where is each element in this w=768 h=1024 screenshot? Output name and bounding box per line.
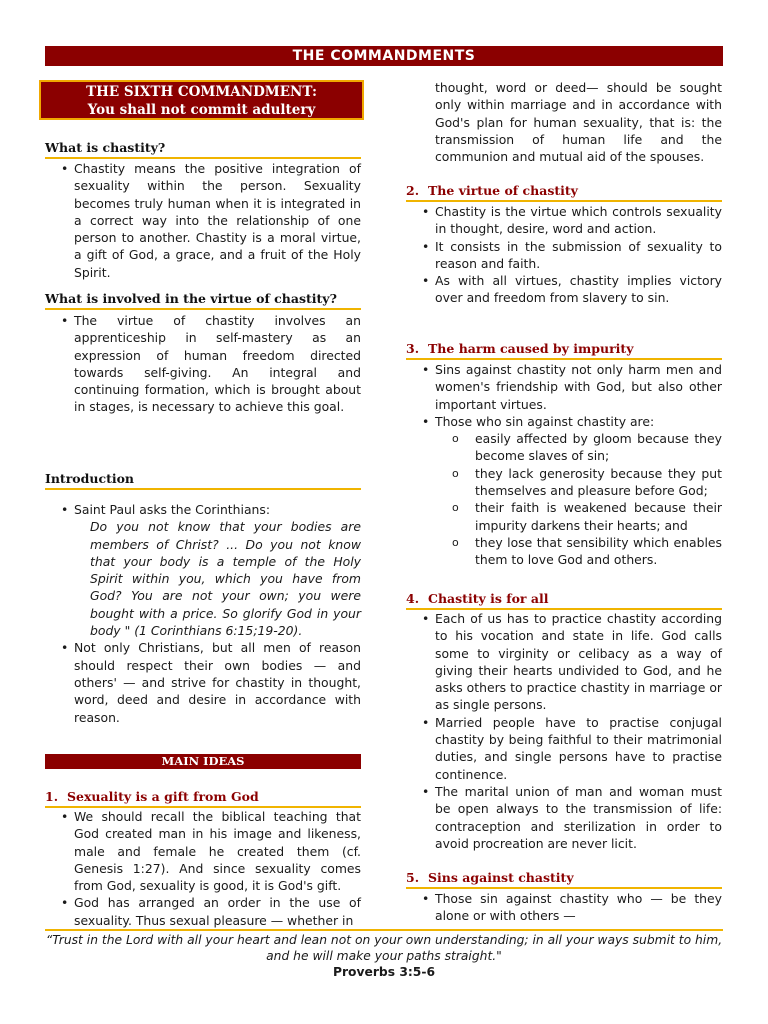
list-item: • The virtue of chastity involves an apprenticeship in self-mastery as an expression of human freedom directed towards self-giving. An integral and continuing formation, which is brought about in stages, is necessary to achieve this goal.: [45, 312, 361, 416]
commandment-number: THE SIXTH COMMANDMENT:: [86, 84, 317, 100]
list-item: • Chastity is the virtue which controls sexuality in thought, desire, word and action.: [406, 203, 722, 238]
list-item: • Those who sin against chastity are:: [406, 413, 722, 430]
bible-quote: Do you not know that your bodies are members of Christ? ... Do you not know that your body is a temple of the Holy Spirit within you, which you have from God? You are not your own; you were bought with a price. So glorify God in your body " (1 Corinthians 6:15;19-20).: [90, 519, 361, 639]
list-item: • Chastity means the positive integration of sexuality within the person. Sexuality becomes truly human when it is integrated in a correct way into the relationship of one person to another. Chastity is a moral virtue, a gift of God, a grace, and a fruit of the Holy Spirit.: [45, 160, 361, 281]
list-item: • The marital union of man and woman must be open always to the transmission of life: contraception and sterilization in order to avoid procreation are never licit.: [406, 783, 722, 852]
list-item: • God has arranged an order in the use of sexuality. Thus sexual pleasure — whether in: [45, 894, 361, 929]
section-title: Sexuality is a gift from God: [67, 789, 259, 804]
list-item: • Sins against chastity not only harm men and women's friendship with God, but also other important virtues.: [406, 361, 722, 413]
section-number: 4.: [406, 591, 420, 606]
list-item: • Not only Christians, but all men of reason should respect their own bodies — and others' — and strive for chastity in thought, word, deed and desire in accordance with reason.: [45, 639, 361, 725]
sub-list-item: o they lack generosity because they put themselves and pleasure before God;: [406, 465, 722, 500]
section-number: 3.: [406, 341, 420, 356]
what-is-chastity-list: [45, 160, 361, 281]
main-ideas-label: MAIN IDEAS: [45, 754, 361, 769]
heading-section-5: [406, 870, 722, 889]
heading-section-4: [406, 591, 722, 610]
section-4-list: [406, 610, 722, 852]
heading-introduction: Introduction: [45, 471, 361, 490]
commandment-title-box: [39, 80, 364, 120]
introduction-list: [45, 501, 361, 726]
section-1-list: [45, 808, 361, 929]
section-title: The harm caused by impurity: [428, 341, 634, 356]
list-item: • Each of us has to practice chastity according to his vocation and state in life. God calls some to virginity or celibacy as a way of giving their hearts undivided to God, and he asks others to practice chastity in marriage or as single persons.: [406, 610, 722, 714]
sub-list-item: o easily affected by gloom because they become slaves of sin;: [406, 430, 722, 465]
sub-list-item: o their faith is weakened because their impurity darkens their hearts; and: [406, 499, 722, 534]
heading-what-is-chastity: What is chastity?: [45, 140, 361, 159]
section-2-list: [406, 203, 722, 307]
section-number: 1.: [45, 789, 59, 804]
commandment-text: You shall not commit adultery: [87, 102, 316, 118]
section-title: Chastity is for all: [428, 591, 549, 606]
heading-section-1: [45, 789, 361, 808]
list-item: • Married people have to practise conjugal chastity by being faithful to their matrimonial duties, and single persons have to practise continence.: [406, 714, 722, 783]
section-3-list: [406, 361, 722, 569]
footer-reference: Proverbs 3:5-6: [332, 965, 436, 979]
section-number: 2.: [406, 183, 420, 198]
heading-section-2: [406, 183, 722, 202]
heading-section-3: [406, 341, 722, 360]
list-item: • Saint Paul asks the Corinthians:: [45, 501, 361, 518]
section-title: The virtue of chastity: [428, 183, 578, 198]
list-item: • As with all virtues, chastity implies victory over and freedom from slavery to sin.: [406, 272, 722, 307]
section-5-list: [406, 890, 722, 925]
list-item: • We should recall the biblical teaching that God created man in his image and likeness, male and female he created them (cf. Genesis 1:27). And since sexuality comes from God, sexuality is good, it is God's gift.: [45, 808, 361, 894]
section-title: Sins against chastity: [428, 870, 574, 885]
list-item: • Those sin against chastity who — be they alone or with others —: [406, 890, 722, 925]
sub-list-item: o they lose that sensibility which enables them to love God and others.: [406, 534, 722, 569]
footer-verse: “Trust in the Lord with all your heart and lean not on your own understanding; in all your ways submit to him, and he will make your paths straight.": [45, 933, 723, 963]
what-is-involved-list: [45, 312, 361, 416]
page-banner-title: THE COMMANDMENTS: [45, 46, 723, 66]
section-number: 5.: [406, 870, 420, 885]
footer-verse-box: [45, 929, 723, 980]
heading-what-is-involved: What is involved in the virtue of chastity?: [45, 291, 361, 310]
list-item-continued: thought, word or deed— should be sought only within marriage and in accordance with God's plan for human sexuality, that is: the transmission of human life and the communion and mutual aid of the spouses.: [435, 80, 722, 165]
list-item: • It consists in the submission of sexuality to reason and faith.: [406, 238, 722, 273]
section-1-continued: [406, 79, 722, 165]
